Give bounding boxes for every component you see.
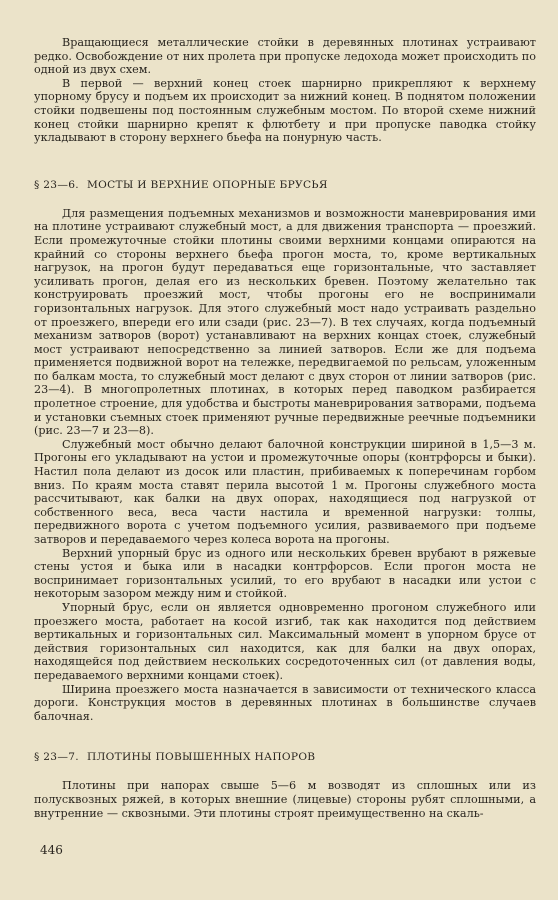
- section-23-6-paragraph-5: Ширина проезжего моста назначается в зависимости от технического класса дороги. Конструкция мостов в деревянных плотинах в большинстве случаев балочная.: [34, 682, 536, 723]
- section-number: § 23—7.: [34, 751, 79, 764]
- section-23-6-paragraph-3: Верхний упорный брус из одного или нескольких бревен врубают в ряжевые стены устоя и быка или в насадки контрфорсов. Если прогон моста не воспринимает горизонтальных усилий, то его врубают в насадки или устои с некоторым зазором между ним и стойкой.: [34, 546, 536, 601]
- section-23-6-paragraph-4: Упорный брус, если он является одновременно прогоном служебного или проезжего моста, работает на косой изгиб, так как находится под действием вертикальных и горизонтальных сил. Максимальный момент в упорном брусе от действия горизонтальных сил находится, как для балки на двух опорах, находящейся под действием нескольких сосредоточенных сил (от давления воды, передаваемого верхними концами стоек).: [34, 600, 536, 682]
- section-23-6-paragraph-2: Служебный мост обычно делают балочной конструкции шириной в 1,5—3 м. Прогоны его укладывают на устои и промежуточные опоры (контрфорсы и быки). Настил пола делают из досок или пластин, прибиваемых к поперечинам горбом вниз. По краям моста ставят перила высотой 1 м. Прогоны служебного моста рассчитывают, как балки на двух опорах, находящиеся под нагрузкой от собственного веса, веса части настила и временной нагрузки: толпы, передвижного ворота с учетом подъемного усилия, развиваемого при подъеме затворов и передаваемого через колеса ворота на прогоны.: [34, 437, 536, 546]
- section-title: МОСТЫ И ВЕРХНИЕ ОПОРНЫЕ БРУСЬЯ: [86, 178, 328, 191]
- section-title: ПЛОТИНЫ ПОВЫШЕННЫХ НАПОРОВ: [86, 751, 316, 764]
- intro-paragraph-1: Вращающиеся металлические стойки в деревянных плотинах устраивают редко. Освобождение от них пролета при пропуске ледохода может происходить по одной из двух схем.: [34, 36, 536, 77]
- page-number: 446: [40, 843, 63, 857]
- section-23-6-paragraph-1: Для размещения подъемных механизмов и возможности маневрирования ими на плотине устраивают служебный мост, а для движения транспорта — проезжий. Если промежуточные стойки плотины своими верхними концами опираются на крайний со стороны верхнего бьефа прогон моста, то, кроме вертикальных нагрузок, на прогон будут передаваться еще горизонтальные, что заставляет усиливать прогон, делая его из нескольких бревен. Поэтому желательно так конструировать проезжий мост, чтобы прогоны его не воспринимали горизонтальных нагрузок. Для этого служебный мост надо устраивать раздельно от проезжего, впереди его или сзади (рис. 23—7). В тех случаях, когда подъемный механизм затворов (ворот) устанавливают на верхних концах стоек, служебный мост устраивают непосредственно за линией затворов. Если же для подъема применяется подвижной ворот на тележке, передвигаемой по рельсам, уложенным по балкам моста, то служебный мост делают с двух сторон от линии затворов (рис. 23—4). В многопролетных плотинах, в которых перед паводком разбирается пролетное строение, для удобства и быстроты маневрирования затворами, подъема и установки съемных стоек применяют ручные передвижные реечные подъемники (рис. 23—7 и 23—8).: [34, 206, 536, 438]
- intro-paragraph-2: В первой — верхний конец стоек шарнирно прикрепляют к верхнему упорному брусу и подъем их происходит за нижний конец. В поднятом положении стойки подвешены под постоянным служебным мостом. По второй схеме нижний конец стойки шарнирно крепят к флютбету и при пропуске паводка стойку укладывают в сторону верхнего бьефа на понурную часть.: [34, 76, 536, 145]
- section-heading-23-7: [34, 751, 536, 763]
- section-23-7-paragraph-1: Плотины при напорах свыше 5—6 м возводят из сплошных или из полусквозных ряжей, в которых внешние (лицевые) стороны рубят сплошными, а внутренние — сквозными. Эти плотины строят преимущественно на скаль-: [34, 779, 536, 820]
- section-number: § 23—6.: [34, 178, 79, 191]
- section-heading-23-6: [34, 179, 536, 191]
